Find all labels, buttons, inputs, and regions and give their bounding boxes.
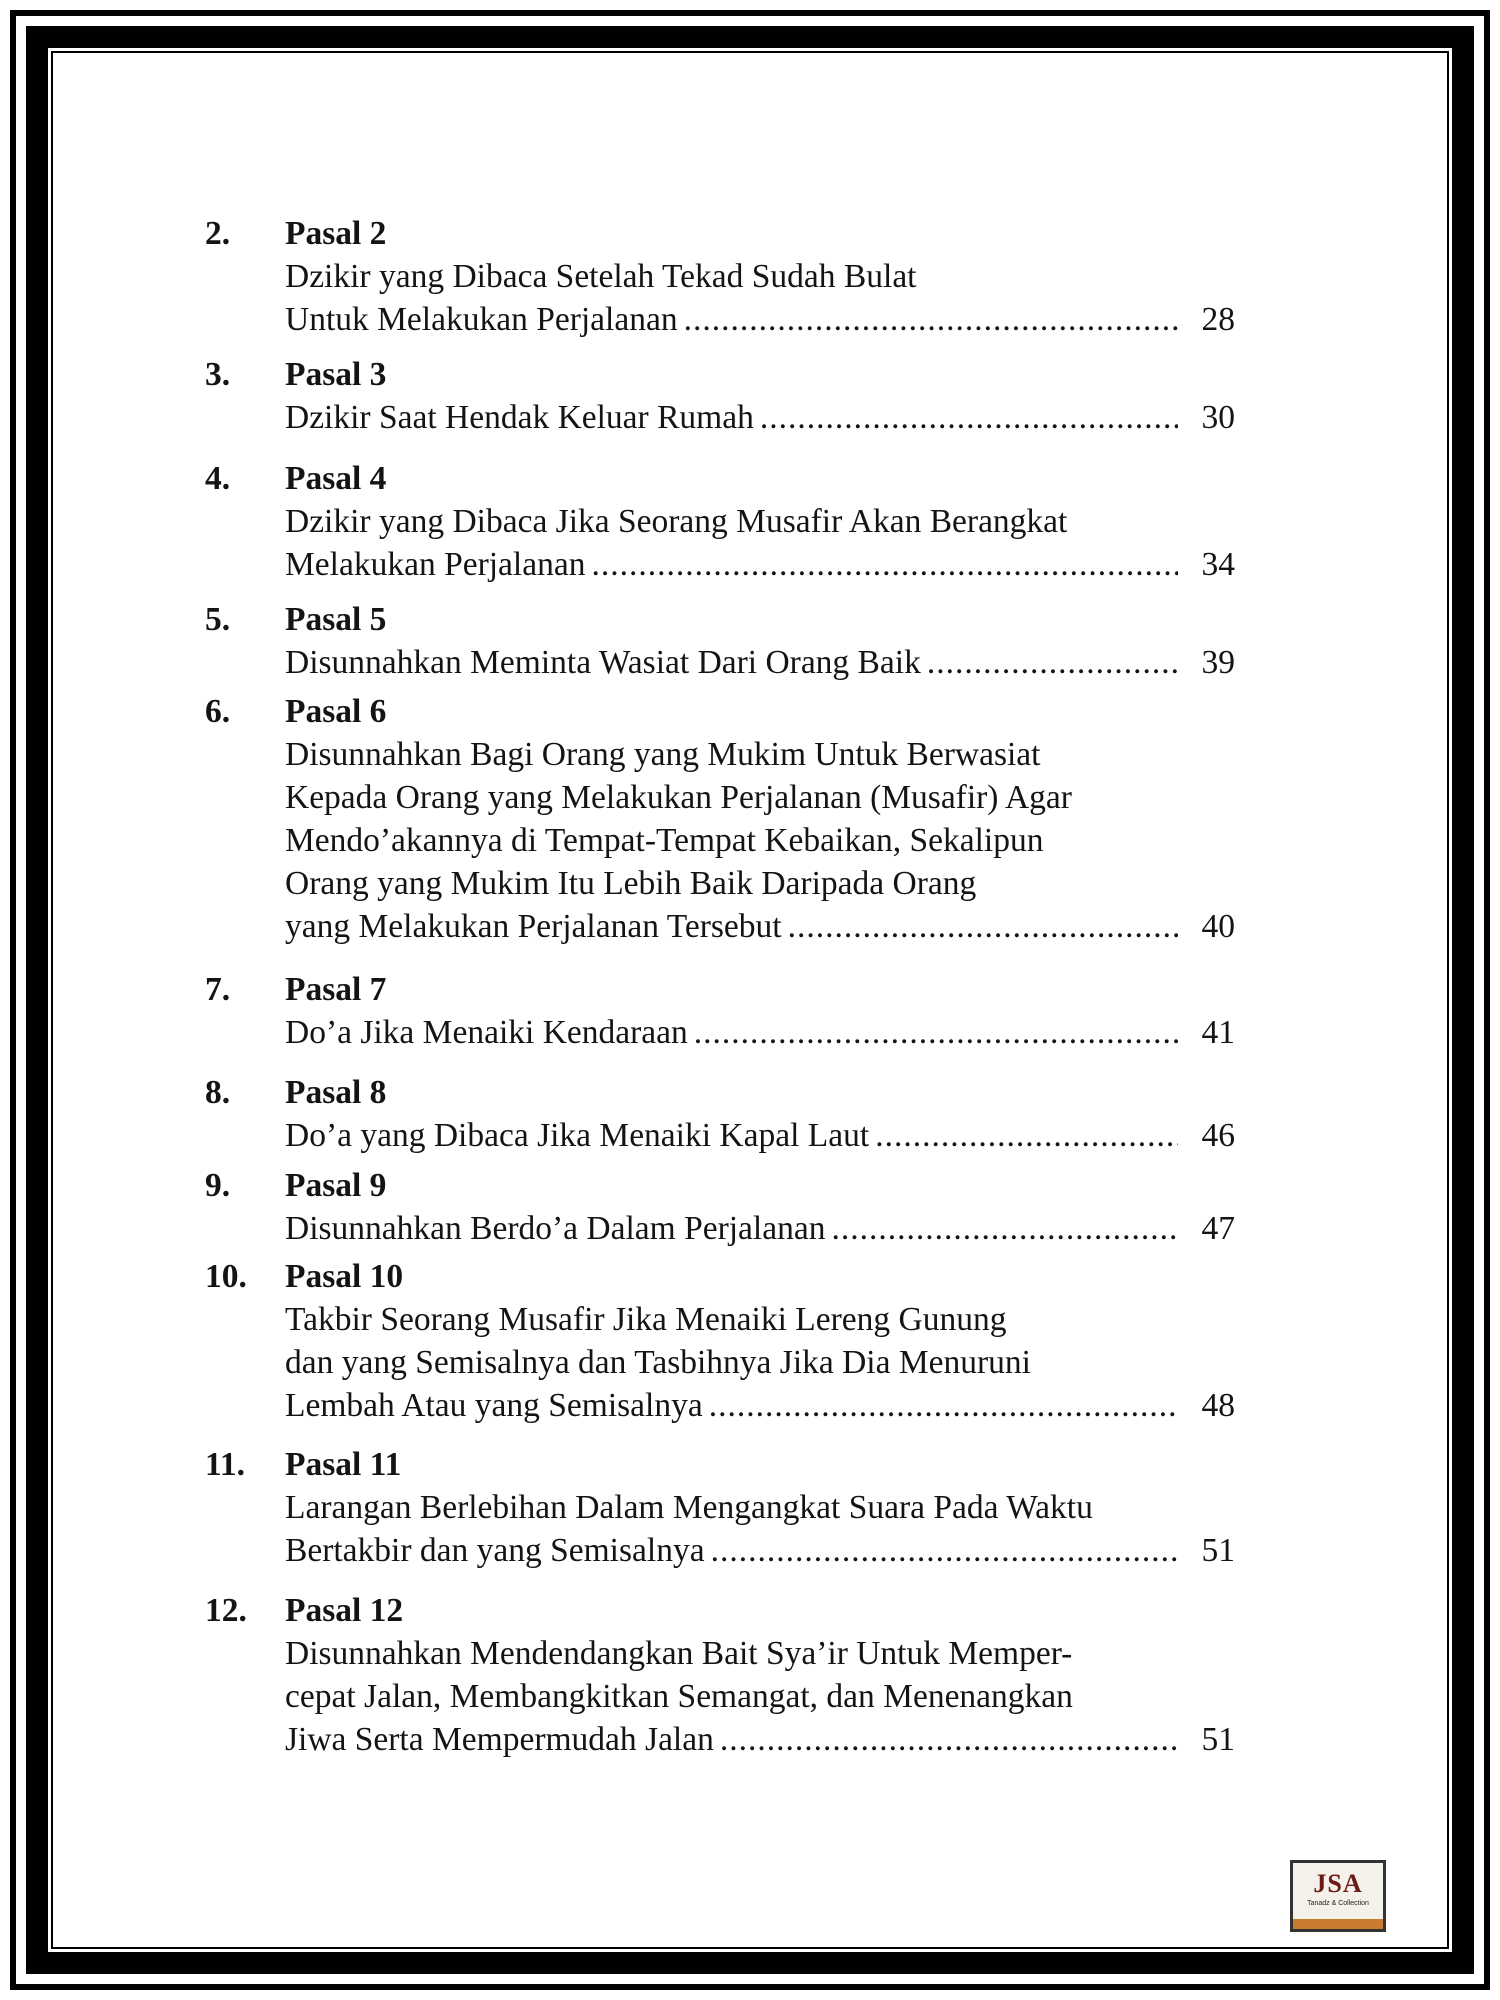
entry-body [285,1589,1235,1761]
entry-leader-line [285,396,1235,439]
entry-title-line: Untuk Melakukan Perjalanan [285,301,678,338]
page-number: 30 [1201,399,1235,436]
entry-body [285,1071,1235,1157]
entry-body [285,1164,1235,1250]
entry-heading: Pasal 5 [285,601,387,638]
dot-leader [927,641,1178,684]
entry-body [285,968,1235,1054]
entry-heading: Pasal 4 [285,460,387,497]
entry-title-line: Disunnahkan Bagi Orang yang Mukim Untuk Berwasiat [285,736,1041,773]
page-number: 34 [1201,546,1235,583]
logo-base [1293,1919,1383,1929]
entry-heading: Pasal 10 [285,1258,404,1295]
entry-title-line: yang Melakukan Perjalanan Tersebut [285,908,782,945]
entry-title-line: Kepada Orang yang Melakukan Perjalanan (Musafir) Agar [285,779,1072,816]
entry-number: 4. [205,460,231,497]
page-number: 40 [1201,908,1235,945]
entry-title-line: Takbir Seorang Musafir Jika Menaiki Lereng Gunung [285,1301,1007,1338]
entry-title-line: Disunnahkan Mendendangkan Bait Sya’ir Untuk Memper- [285,1635,1073,1672]
entry-title-line: Do’a yang Dibaca Jika Menaiki Kapal Laut [285,1117,870,1154]
dot-leader [709,1384,1178,1427]
dot-leader [875,1114,1178,1157]
entry-leader-line [285,298,1235,341]
entry-heading: Pasal 2 [285,215,387,252]
entry-title-line: Dzikir yang Dibaca Setelah Tekad Sudah Bulat [285,258,917,295]
entry-leader-line [285,1011,1235,1054]
entry-body [285,457,1235,586]
entry-title-line: cepat Jalan, Membangkitkan Semangat, dan Menenangkan [285,1678,1073,1715]
page-number: 39 [1201,644,1235,681]
entry-heading: Pasal 6 [285,693,387,730]
entry-number: 5. [205,601,231,638]
entry-heading: Pasal 11 [285,1446,402,1483]
entry-heading: Pasal 9 [285,1167,387,1204]
entry-number: 12. [205,1592,247,1629]
entry-heading: Pasal 3 [285,356,387,393]
dot-leader [711,1529,1178,1572]
logo-subtitle: Tanadz & Collection [1307,1900,1369,1907]
entry-leader-line [285,1718,1235,1761]
logo-mark: JSA [1313,1869,1363,1898]
entry-body [285,1255,1235,1427]
entry-title-line: Orang yang Mukim Itu Lebih Baik Daripada Orang [285,865,977,902]
page-number: 51 [1201,1721,1235,1758]
entry-leader-line [285,905,1235,948]
entry-leader-line [285,641,1235,684]
entry-title-line: Dzikir yang Dibaca Jika Seorang Musafir Akan Berangkat [285,503,1068,540]
entry-heading: Pasal 8 [285,1074,387,1111]
entry-heading: Pasal 7 [285,971,387,1008]
dot-leader [831,1207,1178,1250]
dot-leader [591,543,1178,586]
entry-title-line: Dzikir Saat Hendak Keluar Rumah [285,399,754,436]
entry-title-line: Lembah Atau yang Semisalnya [285,1387,703,1424]
entry-number: 7. [205,971,231,1008]
entry-title-line: Larangan Berlebihan Dalam Mengangkat Suara Pada Waktu [285,1489,1093,1526]
dot-leader [684,298,1178,341]
entry-leader-line [285,1384,1235,1427]
entry-title-line: Melakukan Perjalanan [285,546,586,583]
dot-leader [760,396,1178,439]
entry-title-line: dan yang Semisalnya dan Tasbihnya Jika Dia Menuruni [285,1344,1031,1381]
page-number: 48 [1201,1387,1235,1424]
entry-leader-line [285,1207,1235,1250]
entry-title-line: Jiwa Serta Mempermudah Jalan [285,1721,714,1758]
dot-leader [694,1011,1178,1054]
page-number: 46 [1201,1117,1235,1154]
page-number: 47 [1201,1210,1235,1247]
entry-number: 3. [205,356,231,393]
entry-body [285,353,1235,439]
entry-title-line: Disunnahkan Berdo’a Dalam Perjalanan [285,1210,826,1247]
entry-number: 2. [205,215,231,252]
entry-number: 10. [205,1258,247,1295]
entry-body [285,598,1235,684]
entry-body [285,212,1235,341]
dot-leader [788,905,1178,948]
publisher-logo [1290,1860,1386,1932]
entry-title-line: Do’a Jika Menaiki Kendaraan [285,1014,688,1051]
entry-number: 9. [205,1167,231,1204]
page-number: 41 [1201,1014,1235,1051]
entry-leader-line [285,1114,1235,1157]
entry-number: 6. [205,693,231,730]
entry-title-line: Mendo’akannya di Tempat-Tempat Kebaikan, Sekalipun [285,822,1044,859]
dot-leader [720,1718,1178,1761]
page-number: 51 [1201,1532,1235,1569]
entry-leader-line [285,543,1235,586]
page-number: 28 [1201,301,1235,338]
entry-body [285,1443,1235,1572]
entry-number: 8. [205,1074,231,1111]
entry-body [285,690,1235,948]
entry-number: 11. [205,1446,246,1483]
entry-heading: Pasal 12 [285,1592,404,1629]
entry-title-line: Bertakbir dan yang Semisalnya [285,1532,705,1569]
entry-leader-line [285,1529,1235,1572]
entry-title-line: Disunnahkan Meminta Wasiat Dari Orang Baik [285,644,921,681]
